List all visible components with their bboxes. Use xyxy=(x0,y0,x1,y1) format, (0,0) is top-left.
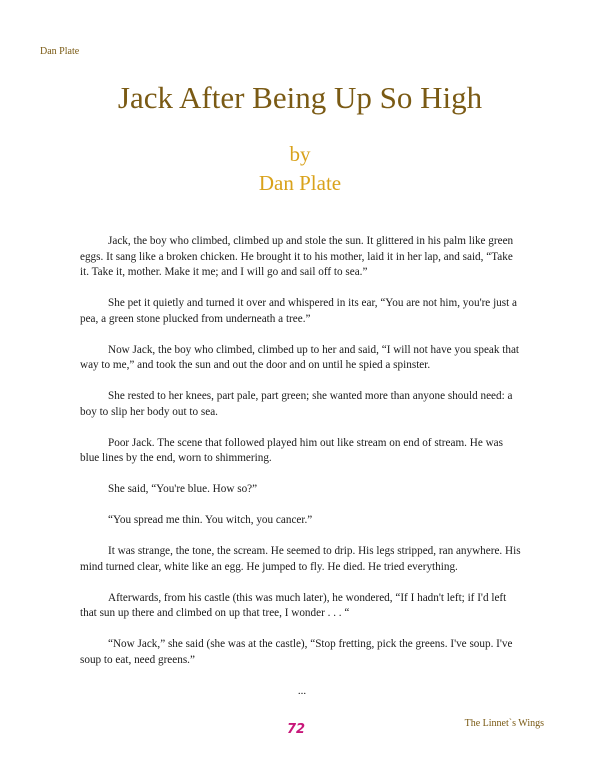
running-head-author: Dan Plate xyxy=(40,46,80,57)
byline-by: by xyxy=(289,142,311,166)
paragraph: She rested to her knees, part pale, part green; she wanted more than anyone should need: a boy to slip her body out to sea. xyxy=(80,390,513,418)
byline xyxy=(0,140,600,198)
paragraph: Afterwards, from his castle (this was much later), he wondered, “If I hadn't left; if I'd left that sun up there and climbed on up that tree, I wonder . . . “ xyxy=(80,591,507,619)
page-title: Jack After Being Up So High xyxy=(117,80,483,115)
section-ellipsis: ... xyxy=(297,684,307,697)
paragraph: “Now Jack,” she said (she was at the castle), “Stop fretting, pick the greens. I've soup. I've soup to eat, need greens.” xyxy=(80,638,513,666)
byline-author: Dan Plate xyxy=(258,171,342,195)
journal-name: The Linnet`s Wings xyxy=(464,718,544,729)
paragraph: She said, “You're blue. How so?” xyxy=(108,483,258,495)
story-body xyxy=(80,234,524,699)
paragraph: Now Jack, the boy who climbed, climbed up to her and said, “I will not have you speak that way to me,” and took the sun and out the door and on until he spied a spinster. xyxy=(80,343,520,371)
page-number: 72 xyxy=(287,722,306,737)
paragraph: She pet it quietly and turned it over and whispered in its ear, “You are not him, you're just a pea, a green stone plucked from underneath a tree.” xyxy=(80,297,517,325)
paragraph: “You spread me thin. You witch, you cancer.” xyxy=(108,514,313,526)
paragraph: Jack, the boy who climbed, climbed up and stole the sun. It glittered in his palm like green eggs. It sang like a broken chicken. He brought it to his mother, laid it in her lap, and said, “Take it. Take it, mother. Make it me; and I will go and sail off to sea.” xyxy=(80,235,514,278)
paragraph: It was strange, the tone, the scream. He seemed to drip. His legs stripped, ran anywhere. His mind turned clear, white like an egg. He jumped to fly. He died. He tried everything. xyxy=(80,545,521,573)
paragraph: Poor Jack. The scene that followed played him out like stream on end of stream. He was blue lines by the end, worn to shimmering. xyxy=(80,436,503,464)
